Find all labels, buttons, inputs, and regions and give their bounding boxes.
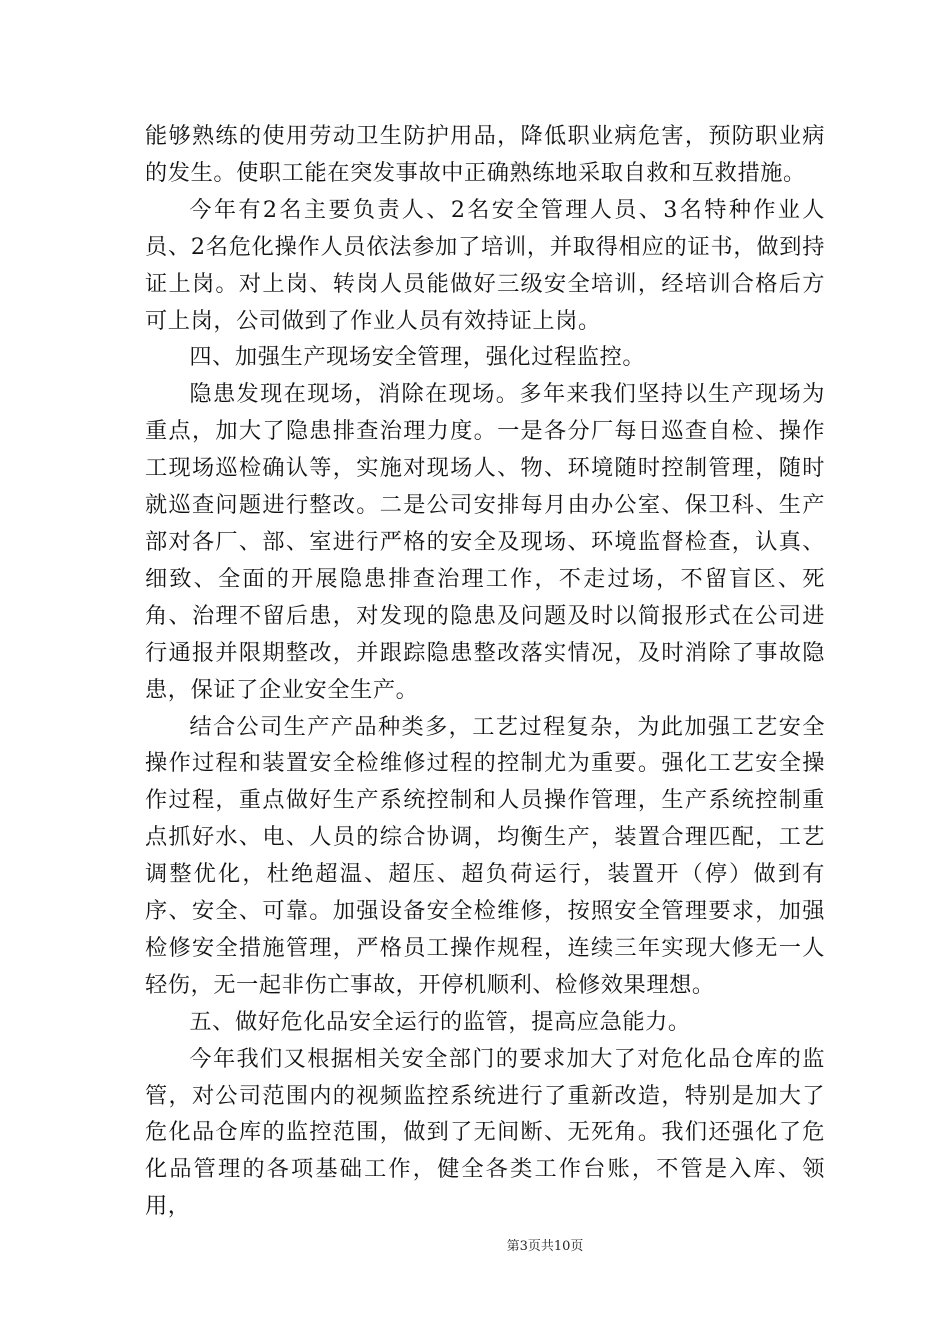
paragraph-training: 今年有2名主要负责人、2名安全管理人员、3名特种作业人员、2名危化操作人员依法参加了培训，并取得相应的证书，做到持证上岗。对上岗、转岗人员能做好三级安全培训，经培训合格后方可上岗，公司做到了作业人员有效持证上岗。: [145, 196, 825, 334]
paragraph-process-safety: 结合公司生产产品种类多，工艺过程复杂，为此加强工艺安全操作过程和装置安全检维修过程的控制尤为重要。强化工艺安全操作过程，重点做好生产系统控制和人员操作管理，生产系统控制重点抓好水、电、人员的综合协调，均衡生产，装置合理匹配，工艺调整优化，杜绝超温、超压、超负荷运行，装置开（停）做到有序、安全、可靠。加强设备安全检维修，按照安全管理要求，加强检修安全措施管理，严格员工操作规程，连续三年实现大修无一人轻伤，无一起非伤亡事故，开停机顺利、检修效果理想。: [145, 713, 825, 998]
paragraph-hazard-inspection: 隐患发现在现场，消除在现场。多年来我们坚持以生产现场为重点，加大了隐患排查治理力度。一是各分厂每日巡查自检、操作工现场巡检确认等，实施对现场人、物、环境随时控制管理，随时就巡查问题进行整改。二是公司安排每月由办公室、保卫科、生产部对各厂、部、室进行严格的安全及现场、环境监督检查，认真、细致、全面的开展隐患排查治理工作，不走过场，不留盲区、死角、治理不留后患，对发现的隐患及问题及时以简报形式在公司进行通报并限期整改，并跟踪隐患整改落实情况，及时消除了事故隐患，保证了企业安全生产。: [145, 381, 825, 703]
section-heading-4: 四、加强生产现场安全管理，强化过程监控。: [189, 344, 646, 371]
paragraph-continuation: 能够熟练的使用劳动卫生防护用品，降低职业病危害，预防职业病的发生。使职工能在突发事故中正确熟练地采取自救和互救措施。: [145, 123, 825, 186]
paragraph-hazmat-monitoring: 今年我们又根据相关安全部门的要求加大了对危化品仓库的监管，对公司范围内的视频监控系统进行了重新改造，特别是加大了危化品仓库的监控范围，做到了无间断、无死角。我们还强化了危化品管理的各项基础工作，健全各类工作台账，不管是入库、领用，: [145, 1045, 825, 1220]
document-body: [145, 118, 825, 1225]
page-number-footer: 第3页共10页: [506, 1239, 584, 1254]
section-heading-5: 五、做好危化品安全运行的监管，提高应急能力。: [189, 1008, 691, 1035]
